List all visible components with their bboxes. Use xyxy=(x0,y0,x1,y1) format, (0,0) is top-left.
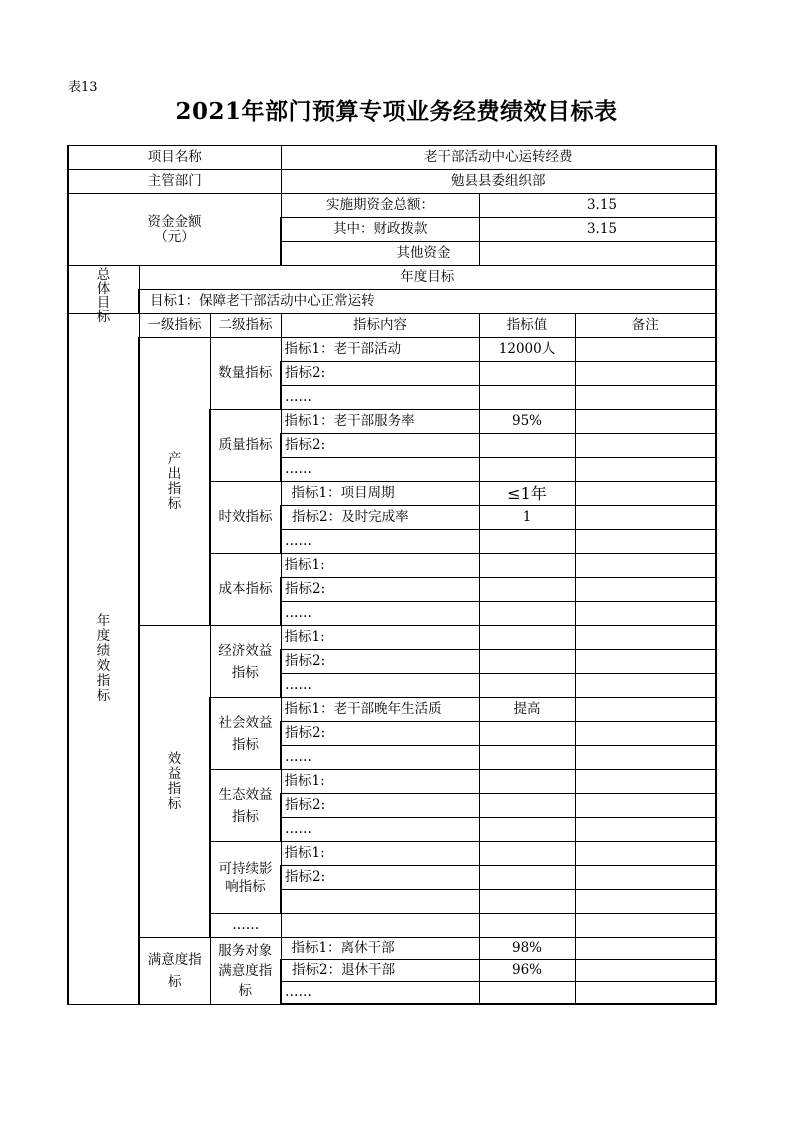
note-cell xyxy=(575,554,716,578)
table-number-label: 表13 xyxy=(68,80,98,95)
note-cell xyxy=(575,982,716,1005)
timeliness-value-2: 1 xyxy=(479,506,575,530)
value-cell xyxy=(479,722,575,746)
note-cell xyxy=(575,482,716,506)
note-cell xyxy=(575,914,716,938)
sustain-row-3 xyxy=(281,890,479,914)
value-cell xyxy=(479,674,575,698)
satisfaction-indicators-label: 满意度指标 xyxy=(139,938,210,1005)
satisfaction-row-1: 指标1：离休干部 xyxy=(281,938,479,960)
note-cell xyxy=(575,746,716,770)
dept-label: 主管部门 xyxy=(68,170,281,194)
timeliness-row-3: …… xyxy=(281,530,479,554)
value-cell xyxy=(479,626,575,650)
note-cell xyxy=(575,842,716,866)
note-cell xyxy=(575,960,716,982)
document-title: 2021年部门预算专项业务经费绩效目标表 xyxy=(175,98,618,125)
note-cell xyxy=(575,458,716,482)
dept-value: 勉县县委组织部 xyxy=(281,170,716,194)
note-cell xyxy=(575,698,716,722)
value-cell xyxy=(479,650,575,674)
timeliness-value-1: ≤1年 xyxy=(479,482,575,506)
col-value-header: 指标值 xyxy=(479,314,575,338)
value-cell xyxy=(479,458,575,482)
fund-unit: （元） xyxy=(154,228,195,245)
value-cell xyxy=(479,982,575,1005)
content-cell xyxy=(281,914,479,938)
note-cell xyxy=(575,770,716,794)
economic-row-2: 指标2: xyxy=(281,650,479,674)
economic-row-3: …… xyxy=(281,674,479,698)
timeliness-row-2: 指标2：及时完成率 xyxy=(281,506,479,530)
cost-indicator-label: 成本指标 xyxy=(210,554,281,626)
value-cell xyxy=(479,746,575,770)
value-cell xyxy=(479,770,575,794)
total-fund-label: 实施期资金总额： xyxy=(281,194,479,218)
quantity-row-1: 指标1：老干部活动 xyxy=(281,338,479,362)
timeliness-indicator-label: 时效指标 xyxy=(210,482,281,554)
total-fund-value: 3.15 xyxy=(479,194,716,218)
note-cell xyxy=(575,602,716,626)
service-satisfaction-label: 服务对象满意度指标 xyxy=(210,938,281,1005)
value-cell xyxy=(479,578,575,602)
social-indicator-label: 社会效益指标 xyxy=(210,698,281,770)
value-cell xyxy=(479,362,575,386)
sustainability-indicator-label: 可持续影响指标 xyxy=(210,842,281,914)
cost-row-1: 指标1: xyxy=(281,554,479,578)
quantity-row-2: 指标2: xyxy=(281,362,479,386)
quality-indicator-label: 质量指标 xyxy=(210,410,281,482)
ecological-row-2: 指标2: xyxy=(281,794,479,818)
overall-goal-side-label: 总体目标 xyxy=(68,266,139,314)
benefit-extra-ellipsis: …… xyxy=(210,914,281,938)
value-cell xyxy=(479,386,575,410)
note-cell xyxy=(575,674,716,698)
sustain-row-1: 指标1: xyxy=(281,842,479,866)
fund-amount-label xyxy=(68,194,281,266)
value-cell xyxy=(479,866,575,890)
sustain-row-2: 指标2: xyxy=(281,866,479,890)
satisfaction-value-2: 96% xyxy=(479,960,575,982)
note-cell xyxy=(575,386,716,410)
quality-row-2: 指标2: xyxy=(281,434,479,458)
performance-target-table xyxy=(67,145,717,1005)
other-fund-label: 其他资金 xyxy=(281,242,479,266)
note-cell xyxy=(575,626,716,650)
note-cell xyxy=(575,722,716,746)
economic-row-1: 指标1: xyxy=(281,626,479,650)
value-cell xyxy=(479,602,575,626)
quality-row-1: 指标1：老干部服务率 xyxy=(281,410,479,434)
value-cell xyxy=(479,554,575,578)
annual-goal-text: 目标1：保障老干部活动中心正常运转 xyxy=(139,290,716,314)
note-cell xyxy=(575,410,716,434)
other-fund-value xyxy=(479,242,716,266)
note-cell xyxy=(575,938,716,960)
note-cell xyxy=(575,890,716,914)
output-indicators-label: 产出指标 xyxy=(139,338,210,626)
satisfaction-value-1: 98% xyxy=(479,938,575,960)
note-cell xyxy=(575,818,716,842)
value-cell xyxy=(479,890,575,914)
timeliness-row-1: 指标1：项目周期 xyxy=(281,482,479,506)
note-cell xyxy=(575,362,716,386)
quality-value-1: 95% xyxy=(479,410,575,434)
col-level2-header: 二级指标 xyxy=(210,314,281,338)
value-cell xyxy=(479,818,575,842)
quantity-row-3: …… xyxy=(281,386,479,410)
value-cell xyxy=(479,530,575,554)
social-value-1: 提高 xyxy=(479,698,575,722)
note-cell xyxy=(575,794,716,818)
value-cell xyxy=(479,842,575,866)
col-level1-header: 一级指标 xyxy=(139,314,210,338)
note-cell xyxy=(575,530,716,554)
satisfaction-row-2: 指标2：退休干部 xyxy=(281,960,479,982)
note-cell xyxy=(575,338,716,362)
col-note-header: 备注 xyxy=(575,314,716,338)
benefit-indicators-label: 效益指标 xyxy=(139,626,210,938)
ecological-row-3: …… xyxy=(281,818,479,842)
fiscal-fund-value: 3.15 xyxy=(479,218,716,242)
quality-row-3: …… xyxy=(281,458,479,482)
social-row-2: 指标2: xyxy=(281,722,479,746)
note-cell xyxy=(575,434,716,458)
annual-goal-header: 年度目标 xyxy=(139,266,716,290)
note-cell xyxy=(575,578,716,602)
note-cell xyxy=(575,506,716,530)
social-row-3: …… xyxy=(281,746,479,770)
quantity-value-1: 12000人 xyxy=(479,338,575,362)
cost-row-3: …… xyxy=(281,602,479,626)
ecological-indicator-label: 生态效益指标 xyxy=(210,770,281,842)
col-content-header: 指标内容 xyxy=(281,314,479,338)
note-cell xyxy=(575,650,716,674)
project-name-label: 项目名称 xyxy=(68,146,281,170)
social-row-1: 指标1：老干部晚年生活质 xyxy=(281,698,479,722)
cost-row-2: 指标2: xyxy=(281,578,479,602)
economic-indicator-label: 经济效益指标 xyxy=(210,626,281,698)
satisfaction-row-3: …… xyxy=(281,982,479,1005)
fund-label: 资金金额 xyxy=(147,213,202,230)
note-cell xyxy=(575,866,716,890)
ecological-row-1: 指标1: xyxy=(281,770,479,794)
value-cell xyxy=(479,434,575,458)
value-cell xyxy=(479,794,575,818)
project-name-value: 老干部活动中心运转经费 xyxy=(281,146,716,170)
quantity-indicator-label: 数量指标 xyxy=(210,338,281,410)
annual-indicators-side-label: 年度绩效指标 xyxy=(68,314,139,1005)
value-cell xyxy=(479,914,575,938)
fiscal-fund-label: 其中：财政拨款 xyxy=(281,218,479,242)
